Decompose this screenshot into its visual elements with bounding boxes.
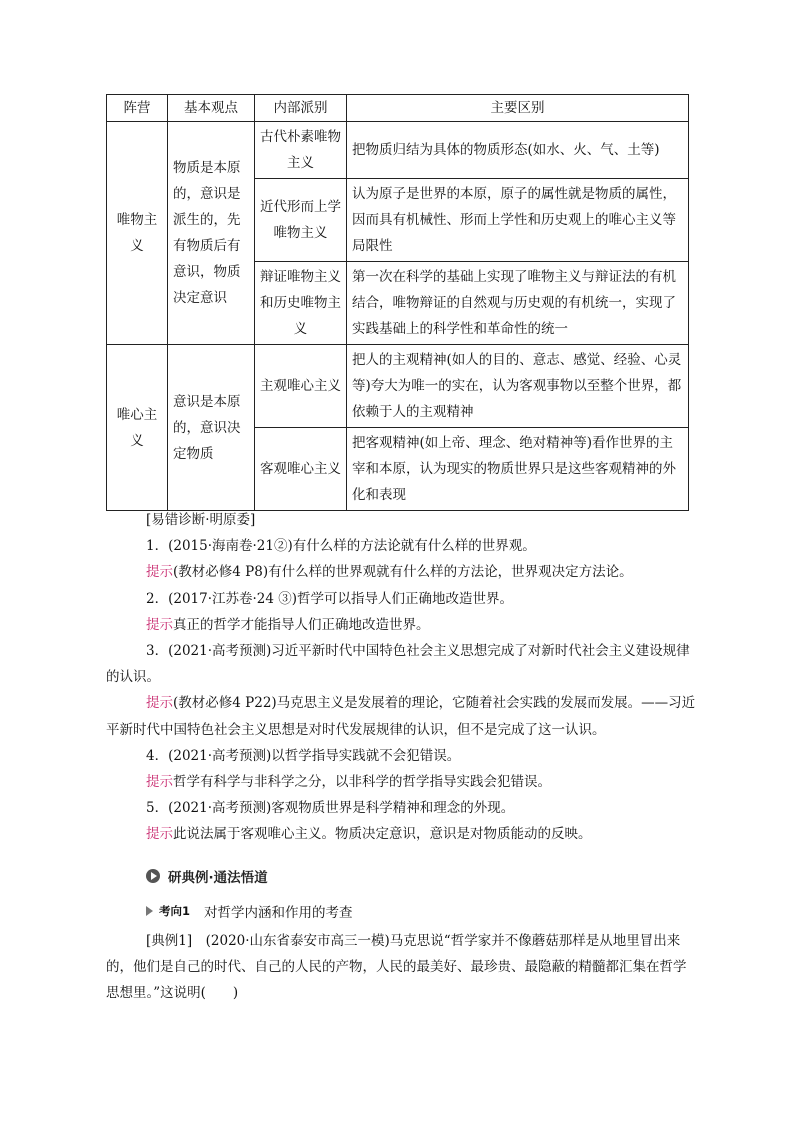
difference-cell: 把客观精神(如上帝、理念、绝对精神等)看作世界的主宰和本原，认为现实的物质世界只是这些客观精神的外化和表现	[347, 428, 689, 511]
hint-item	[106, 769, 696, 795]
hint-label: 提示	[146, 826, 173, 843]
header-difference: 主要区别	[347, 95, 689, 122]
question-item: 2．(2017·江苏卷·24 ③)哲学可以指导人们正确地改造世界。	[146, 590, 514, 607]
difference-cell: 把物质归结为具体的物质形态(如水、火、气、土等)	[347, 122, 689, 179]
school-cell: 近代形而上学唯物主义	[255, 179, 347, 262]
table-row	[107, 122, 689, 179]
hint-text: 此说法属于客观唯心主义。物质决定意识，意识是对物质能动的反映。	[173, 826, 592, 843]
error-diagnosis-section	[106, 507, 696, 848]
hint-label: 提示	[146, 774, 173, 791]
hint-text: 真正的哲学才能指导人们正确地改造世界。	[173, 616, 430, 633]
school-cell: 客观唯心主义	[255, 428, 347, 511]
header-school: 内部派别	[255, 95, 347, 122]
difference-cell: 认为原子是世界的本原，原子的属性就是物质的属性，因而具有机械性、形而上学性和历史观上的唯心主义等局限性	[347, 179, 689, 262]
example-block	[106, 928, 696, 1007]
play-circle-icon	[146, 869, 160, 883]
school-cell: 主观唯心主义	[255, 345, 347, 428]
camp-cell: 唯心主义	[107, 345, 168, 511]
question-item: 4．(2021·高考预测)以哲学指导实践就不会犯错误。	[146, 747, 461, 764]
subsection-title-text: 对哲学内涵和作用的考查	[204, 905, 353, 921]
subsection-tag: 考向1	[159, 904, 191, 918]
philosophy-camps-table	[106, 94, 689, 511]
hint-label: 提示	[146, 695, 173, 712]
section-heading: [易错诊断·明原委]	[146, 512, 256, 528]
header-basic-view: 基本观点	[168, 95, 255, 122]
view-cell: 物质是本原的，意识是派生的，先有物质后有意识，物质决定意识	[168, 122, 255, 345]
hint-label: 提示	[146, 616, 173, 633]
camp-cell: 唯物主义	[107, 122, 168, 345]
table-row	[107, 345, 689, 428]
school-cell: 古代朴素唯物主义	[255, 122, 347, 179]
hint-item	[106, 612, 696, 638]
hint-item	[106, 821, 696, 847]
section-title-text: 研典例·通法悟道	[168, 870, 268, 886]
question-item: 3．(2021·高考预测)习近平新时代中国特色社会主义思想完成了对新时代社会主义建设规律的认识。	[106, 643, 690, 686]
difference-cell: 把人的主观精神(如人的目的、意志、感觉、经验、心灵等)夸大为唯一的实在，认为客观事物以至整个世界，都依赖于人的主观精神	[347, 345, 689, 428]
header-camp: 阵营	[107, 95, 168, 122]
hint-text: (教材必修4 P22)马克思主义是发展着的理论，它随着社会实践的发展而发展。——习近平新时代中国特色社会主义思想是对时代发展规律的认识，但不是完成了这一认识。	[106, 695, 696, 738]
subsection-title	[146, 901, 353, 921]
difference-cell: 第一次在科学的基础上实现了唯物主义与辩证法的有机结合，唯物辩证的自然观与历史观的有机统一，实现了实践基础上的科学性和革命性的统一	[347, 262, 689, 345]
hint-text: 哲学有科学与非科学之分，以非科学的哲学指导实践会犯错误。	[173, 774, 551, 791]
hint-text: (教材必修4 P8)有什么样的世界观就有什么样的方法论，世界观决定方法论。	[173, 564, 633, 581]
question-item: 1．(2015·海南卷·21②)有什么样的方法论就有什么样的世界观。	[146, 538, 536, 555]
hint-label: 提示	[146, 564, 173, 581]
school-cell: 辩证唯物主义和历史唯物主义	[255, 262, 347, 345]
triangle-right-icon	[146, 906, 153, 916]
hint-item	[106, 559, 696, 585]
section-title	[146, 866, 268, 886]
example-text: [典例1] (2020·山东省泰安市高三一模)马克思说“哲学家并不像蘑菇那样是从地里冒出来的，他们是自己的时代、自己的人民的产物，人民的最美好、最珍贵、最隐蔽的精髓都汇集在哲学思想里。”这说明( )	[106, 933, 687, 1002]
table-header-row	[107, 95, 689, 122]
question-item: 5．(2021·高考预测)客观物质世界是科学精神和理念的外现。	[146, 800, 515, 817]
view-cell: 意识是本原的，意识决定物质	[168, 345, 255, 511]
hint-item	[106, 690, 696, 742]
